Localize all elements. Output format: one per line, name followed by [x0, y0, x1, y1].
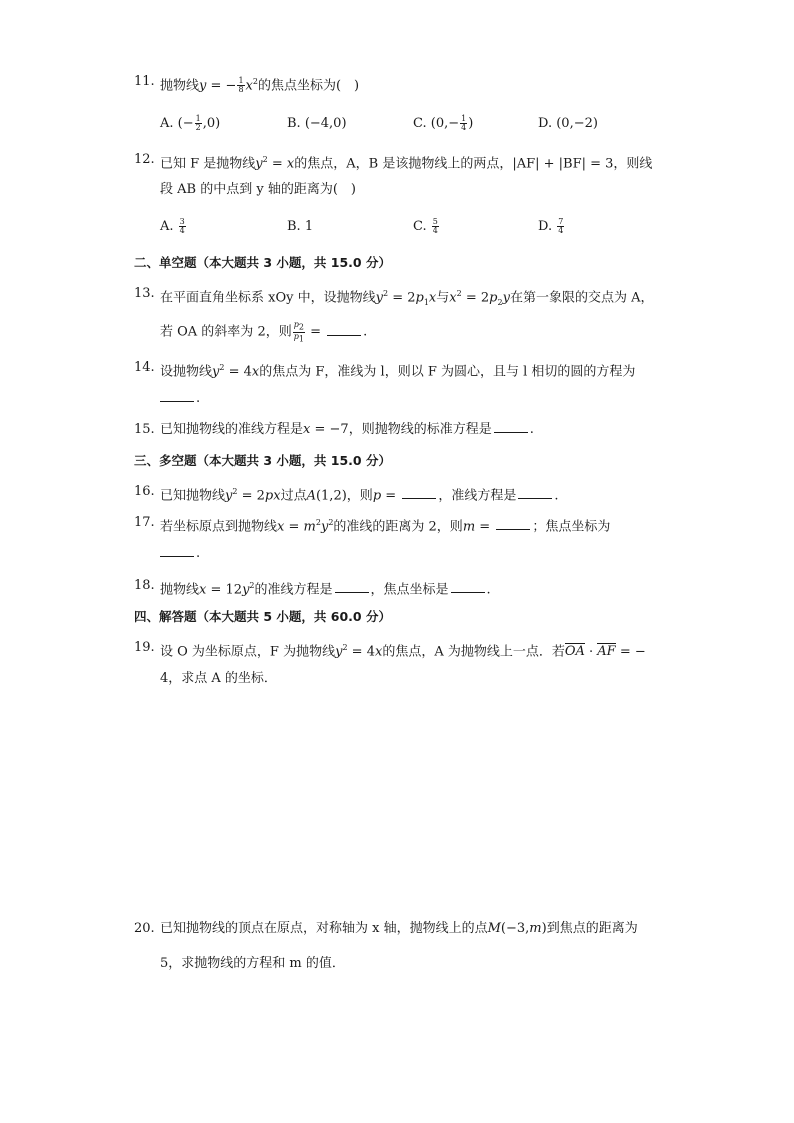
- q12-number: 12.: [134, 152, 155, 167]
- q13-stem-line2: 若 OA 的斜率为 2，则 $\frac{p_2}{p_1}$ = .: [160, 320, 368, 344]
- q11-option-d[interactable]: D. (0,−2): [538, 116, 598, 131]
- q11-option-b[interactable]: B. (−4,0): [287, 116, 347, 131]
- q17-answer-blank-1[interactable]: [496, 517, 530, 530]
- q12-stem-line1: 已知 F 是抛物线$y^2 = x$的焦点，A，B 是该抛物线上的两点，|AF| + |BF| = 3，则线: [160, 155, 653, 172]
- q12-option-a[interactable]: A. $\frac{3}{4}$: [160, 217, 185, 235]
- q12-option-b[interactable]: B. 1: [287, 219, 314, 234]
- q13-answer-blank[interactable]: [327, 323, 361, 336]
- q14-stem: 设抛物线$y^2 = 4x$的焦点为 F，准线为 l，则以 F 为圆心，且与 l 相切的圆的方程为: [160, 363, 636, 380]
- q11-text: 抛物线: [160, 78, 200, 94]
- q20-stem-line2: 5，求抛物线的方程和 m 的值．: [160, 956, 345, 971]
- q15-number: 15.: [134, 422, 155, 437]
- q17-answer-blank-2[interactable]: [160, 544, 194, 557]
- q11-text-end: 的焦点坐标为( ): [257, 78, 360, 94]
- q16-number: 16.: [134, 484, 155, 499]
- q17-blank-line: .: [160, 544, 200, 564]
- q20-number: 20.: [134, 921, 155, 936]
- q16-answer-blank-1[interactable]: [402, 486, 436, 499]
- q13-number: 13.: [134, 286, 155, 301]
- q17-number: 17.: [134, 515, 155, 530]
- q17-stem: 若坐标原点到抛物线$x = m^2y^2$的准线的距离为 2，则m = ；焦点坐标为: [160, 518, 611, 535]
- q11-number: 11.: [134, 74, 155, 89]
- q19-stem-line1: 设 O 为坐标原点，F 为抛物线$y^2 = 4x$的焦点，A 为抛物线上一点．若OA · AF = −: [160, 638, 646, 662]
- q16-answer-blank-2[interactable]: [518, 486, 552, 499]
- q14-number: 14.: [134, 360, 155, 375]
- q19-stem-line2: 4，求点 A 的坐标．: [160, 671, 277, 686]
- q15-stem: 已知抛物线的准线方程是x = −7，则抛物线的标准方程是 .: [160, 422, 534, 437]
- q12-stem-line2: 段 AB 的中点到 y 轴的距离为( ): [160, 182, 356, 197]
- q15-answer-blank[interactable]: [494, 420, 528, 433]
- q18-answer-blank-2[interactable]: [451, 580, 485, 593]
- q20-stem-line1: 已知抛物线的顶点在原点，对称轴为 x 轴，抛物线上的点M(−3,m)到焦点的距离为: [160, 921, 638, 936]
- q11-stem: 抛物线y = − $\frac{1}{8}$ $x^2$的焦点坐标为( ): [160, 76, 360, 95]
- section-4-heading: 四、解答题（本大题共 5 小题，共 60.0 分）: [134, 609, 391, 624]
- q18-answer-blank-1[interactable]: [335, 580, 369, 593]
- q18-stem: 抛物线$x = 12y^2$的准线方程是 ，焦点坐标是 .: [160, 581, 491, 598]
- q12-option-d[interactable]: D. $\frac{7}{4}$: [538, 217, 564, 235]
- q16-stem: 已知抛物线$y^2 = 2px$过点A(1,2)，则p = ，准线方程是 .: [160, 487, 559, 504]
- section-2-heading: 二、单空题（本大题共 3 小题，共 15.0 分）: [134, 255, 391, 270]
- q13-stem-line1: 在平面直角坐标系 xOy 中，设抛物线$y^2 = 2p_1x$与$x^2 = 2p_2y$在第一象限的交点为 A，: [160, 289, 654, 307]
- q18-number: 18.: [134, 578, 155, 593]
- q11-option-c[interactable]: C. (0,− $\frac{1}{4}$ ): [413, 114, 474, 132]
- q11-option-a[interactable]: A. (− $\frac{1}{2}$ ,0): [160, 114, 221, 132]
- q14-blank-line: .: [160, 389, 200, 409]
- q12-option-c[interactable]: C. $\frac{5}{4}$: [413, 217, 438, 235]
- section-3-heading: 三、多空题（本大题共 3 小题，共 15.0 分）: [134, 453, 391, 468]
- q19-number: 19.: [134, 640, 155, 655]
- q14-answer-blank[interactable]: [160, 389, 194, 402]
